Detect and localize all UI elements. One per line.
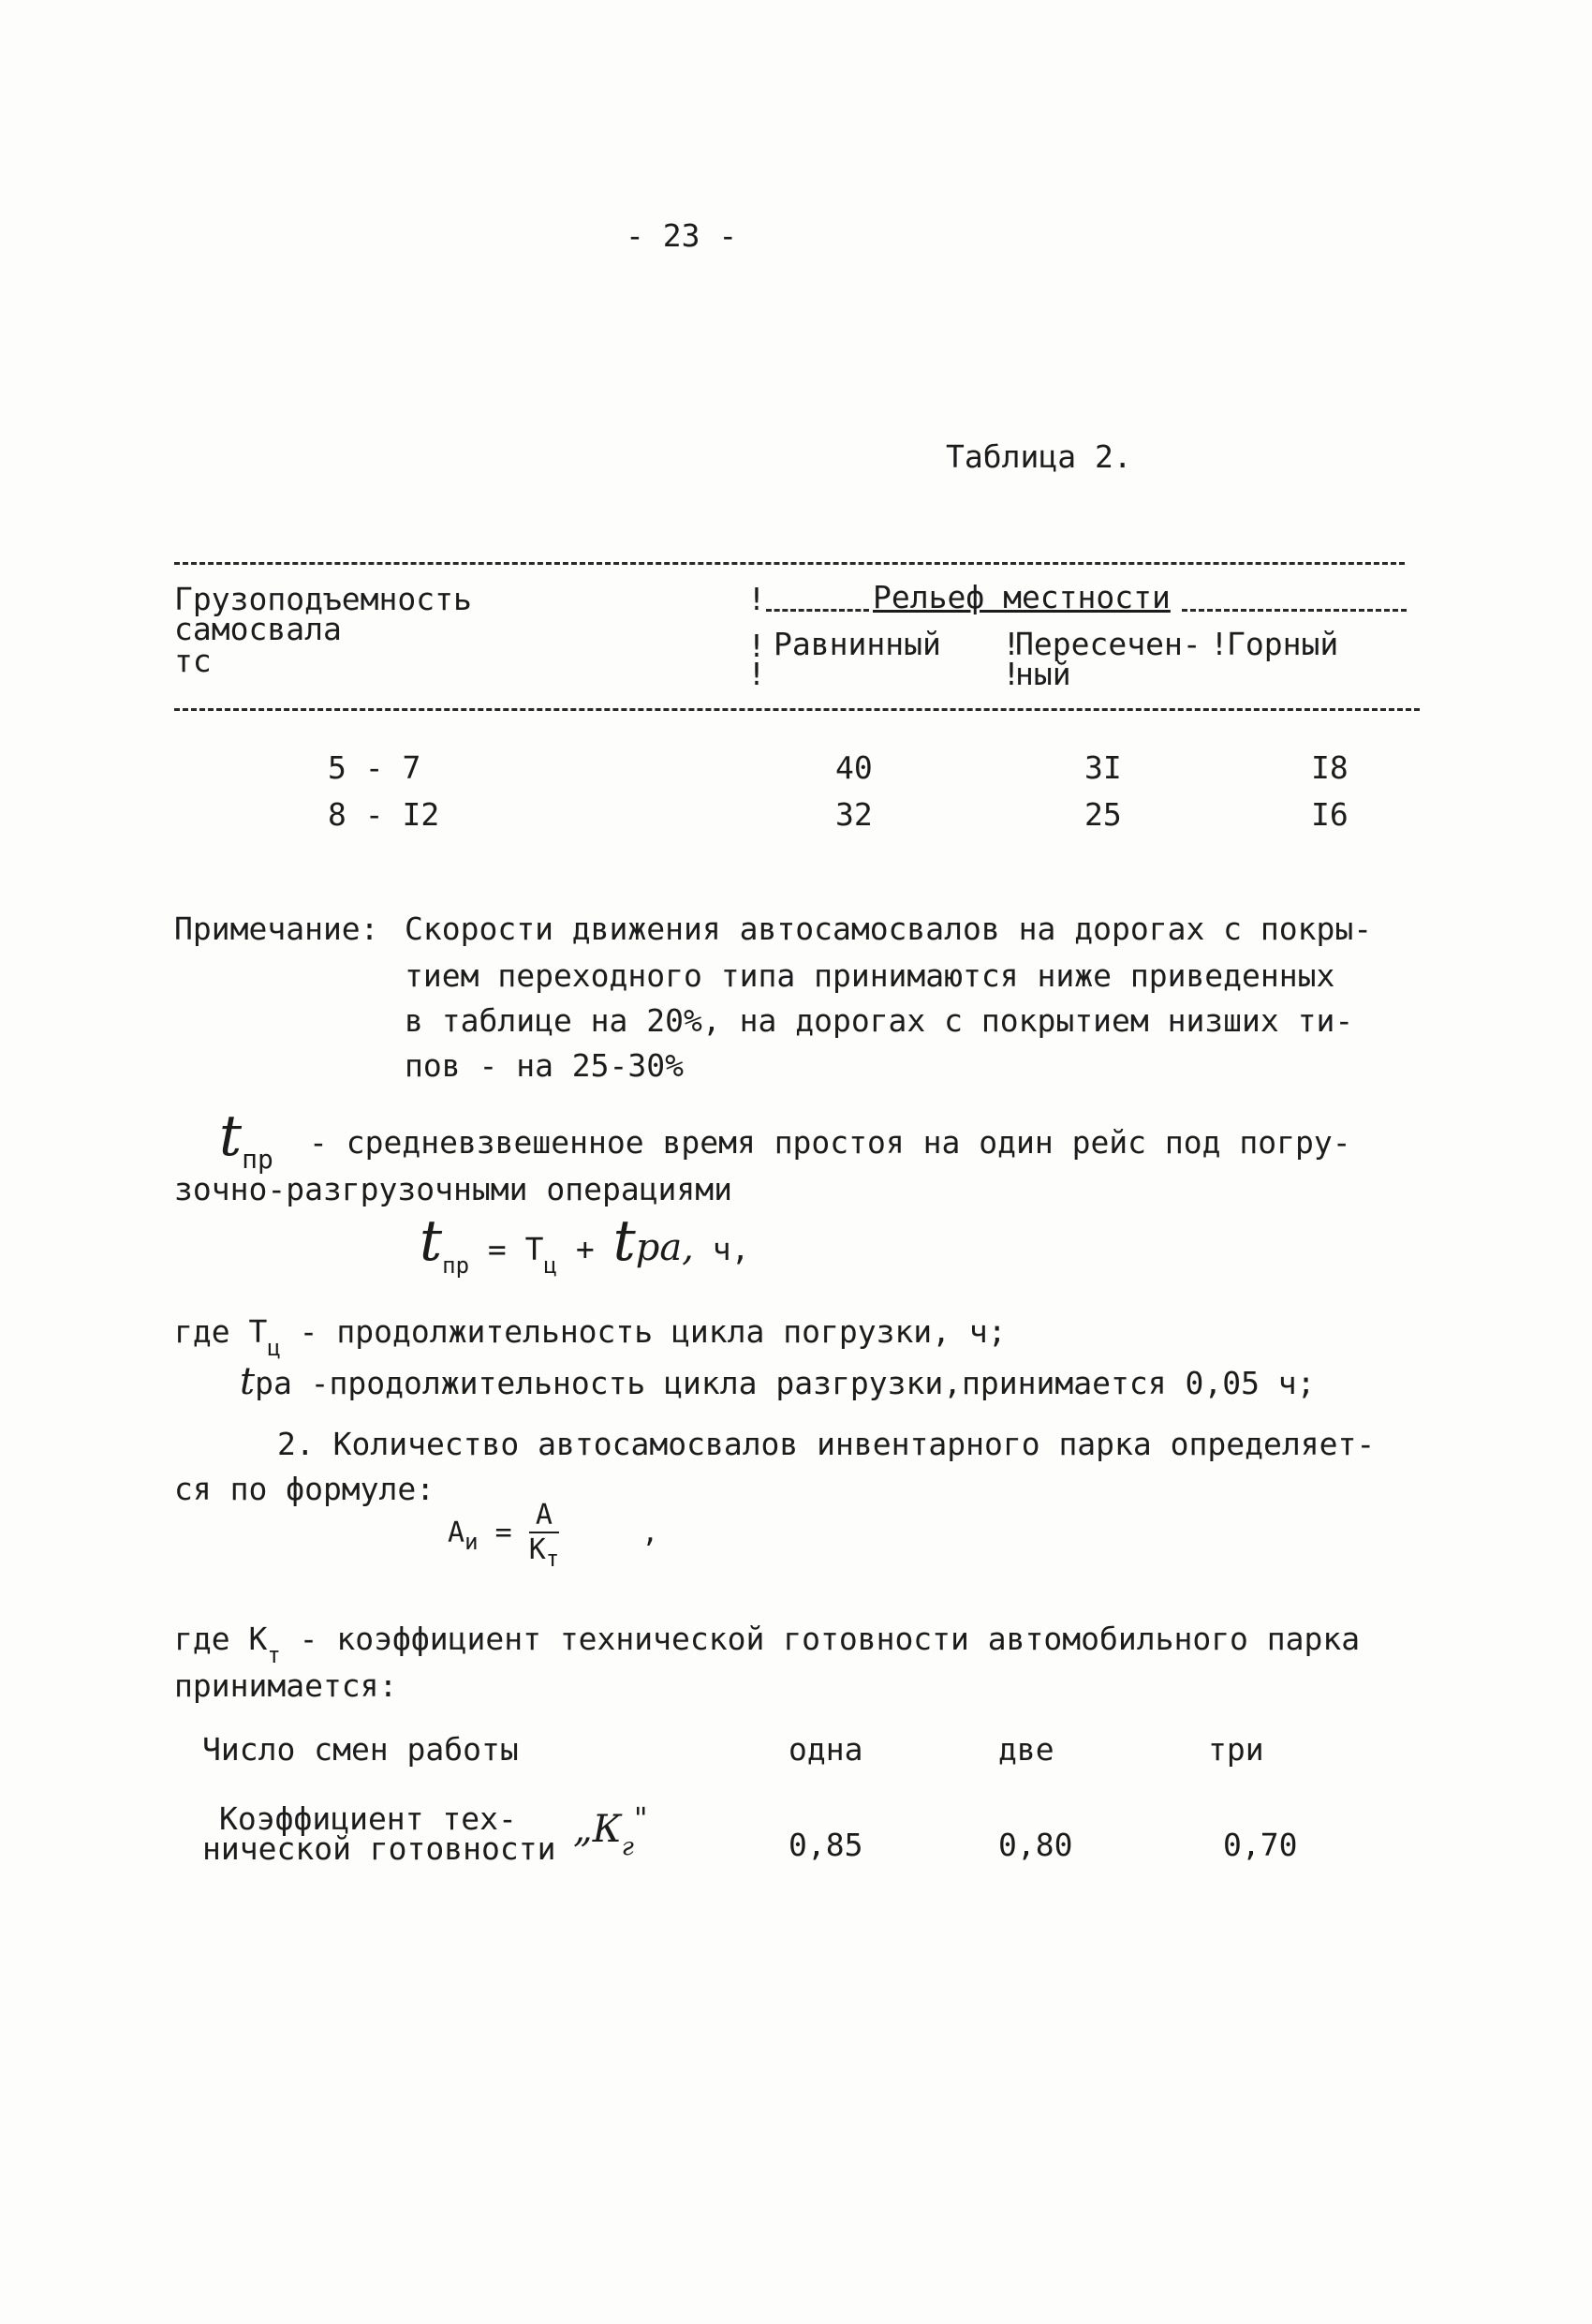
col-header-rugged-line1: Пересечен- <box>1015 626 1201 662</box>
row-2-flat: 32 <box>835 796 873 833</box>
coef-label-line1: Коэффициент тех- <box>219 1800 517 1837</box>
separator-3: ! <box>747 656 766 692</box>
coef-label-line2: нической готовности <box>202 1830 556 1867</box>
shift-header-three: три <box>1208 1731 1264 1768</box>
formula-ai: $А_и$ = $\frac{А}{К_т}$ , <box>448 1499 659 1572</box>
coef-value-two: 0,80 <box>998 1827 1073 1863</box>
separator-4: ! <box>1002 626 1021 662</box>
separator-5: ! <box>1002 656 1021 692</box>
col-header-rugged-line2: ный <box>1015 656 1071 692</box>
where-tra: tра -продолжительность цикла разгрузки,принимается 0,05 ч; <box>240 1360 1316 1403</box>
page-number: - 23 - <box>626 217 738 254</box>
where-kt-line1: где $К_т$ - коэффициент технической готовности автомобильного парка <box>174 1621 1361 1668</box>
item-2-line1: 2. Количество автосамосвалов инвентарного парка определяет- <box>277 1426 1376 1462</box>
col1-header-line2: самосвала <box>174 611 342 647</box>
shift-header-label: Число смен работы <box>202 1731 519 1768</box>
col1-header-line3: тс <box>174 643 212 679</box>
where-tc: где $Т_ц$ - продолжительность цикла погрузки, ч; <box>174 1313 1007 1361</box>
col-header-flat: Равнинный <box>774 626 941 662</box>
tpr-symbol: tпр <box>219 1103 273 1175</box>
coef-value-three: 0,70 <box>1223 1827 1298 1863</box>
item-2-line2: ся по формуле: <box>174 1471 435 1507</box>
note-label: Примечание: <box>174 910 379 947</box>
formula-tpr: $t_{пр} = Т_ц$ + tра, ч, <box>420 1208 750 1279</box>
note-line-4: пов - на 25-30% <box>405 1047 685 1084</box>
group-header: Рельеф местности <box>873 579 1171 615</box>
separator-1: ! <box>747 581 766 617</box>
tpr-definition-line2: зочно-разгрузочными операциями <box>174 1171 733 1207</box>
row-1-flat: 40 <box>835 749 873 786</box>
where-kt-line2: принимается: <box>174 1667 398 1704</box>
note-line-2: тием переходного типа принимаются ниже приведенных <box>405 957 1335 994</box>
row-1-rugged: 3I <box>1084 749 1122 786</box>
row-2-rugged: 25 <box>1084 796 1122 833</box>
col1-header-line1: Грузоподъемность <box>174 581 472 617</box>
separator-2: ! <box>747 628 766 664</box>
coef-symbol: „Кг" <box>573 1800 648 1861</box>
shift-header-one: одна <box>789 1731 863 1768</box>
tpr-definition-line1: - средневзвешенное время простоя на один рейс под погру- <box>309 1124 1351 1161</box>
coef-value-one: 0,85 <box>789 1827 863 1863</box>
row-1-mountain: I8 <box>1311 749 1349 786</box>
note-line-1: Скорости движения автосамосвалов на дорогах с покры- <box>405 910 1373 947</box>
table-label: Таблица 2. <box>946 438 1132 475</box>
table-top-rule <box>174 562 1405 565</box>
col-header-mountain: Горный <box>1227 626 1339 662</box>
table-header-rule <box>174 708 1420 711</box>
separator-6: ! <box>1210 626 1229 662</box>
shift-header-two: две <box>998 1731 1054 1768</box>
group-header-rule-left <box>766 609 869 612</box>
row-2-mountain: I6 <box>1311 796 1349 833</box>
row-1-capacity: 5 - 7 <box>328 749 421 786</box>
group-header-rule-right <box>1182 609 1407 612</box>
note-line-3: в таблице на 20%, на дорогах с покрытием низших ти- <box>405 1002 1354 1039</box>
row-2-capacity: 8 - I2 <box>328 796 440 833</box>
